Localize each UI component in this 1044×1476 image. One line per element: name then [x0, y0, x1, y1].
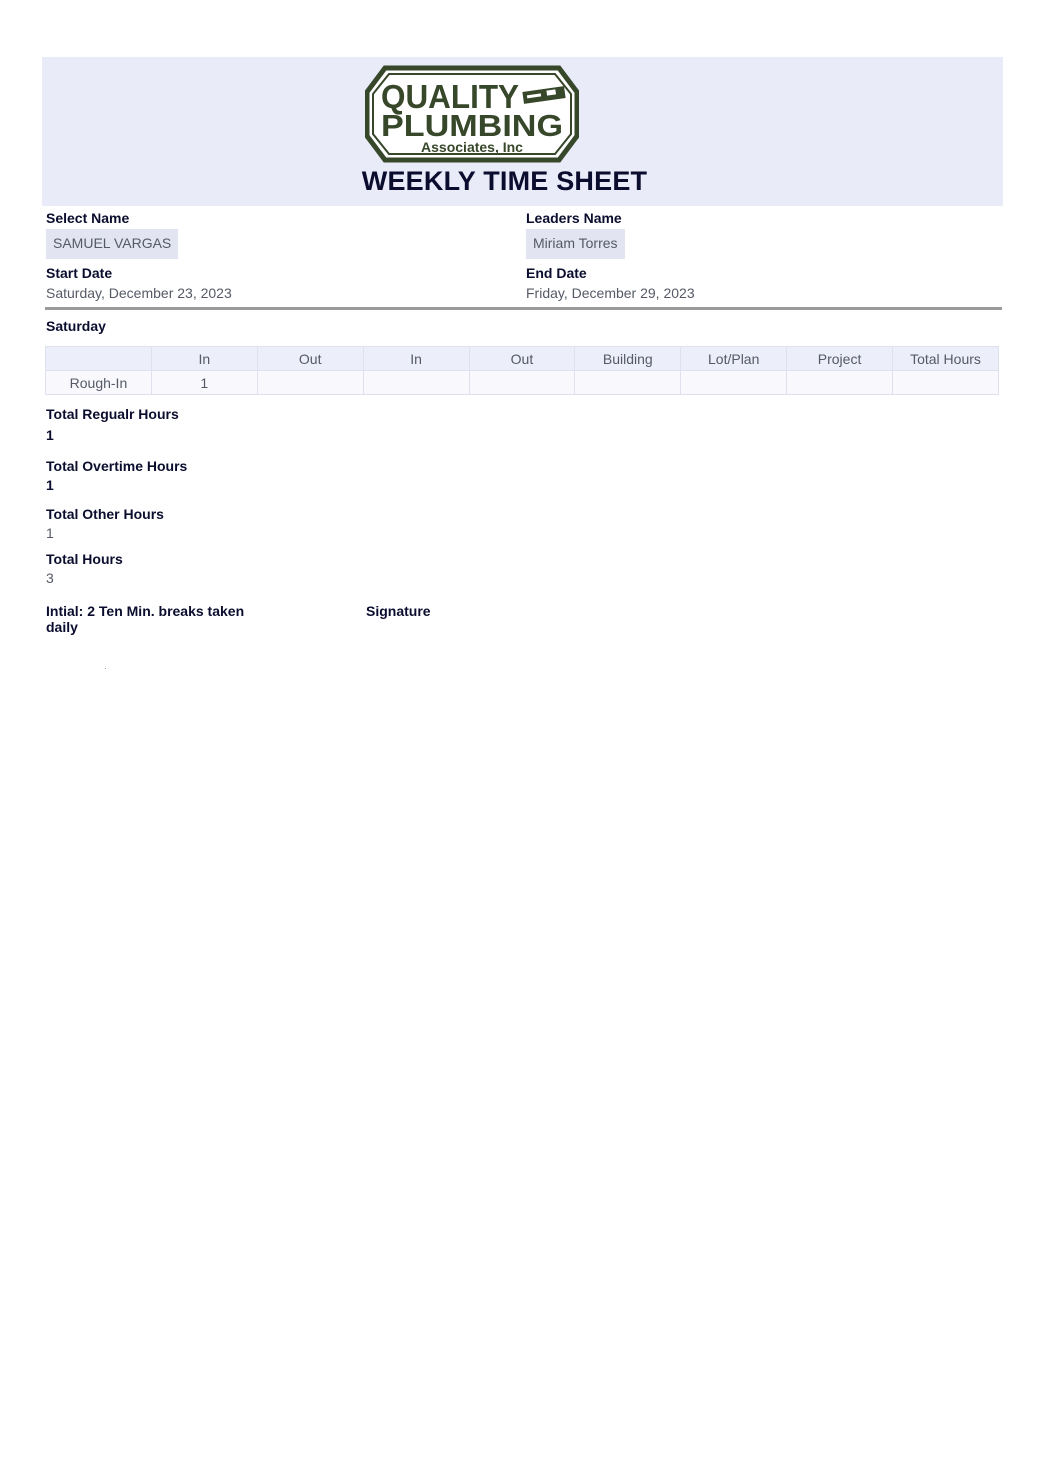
table-cell: Rough-In	[46, 371, 152, 395]
hours-table	[45, 346, 999, 395]
table-cell	[787, 371, 893, 395]
svg-text:QUALITY: QUALITY	[381, 78, 519, 115]
leaders-name-label: Leaders Name	[526, 210, 622, 226]
header-banner	[42, 57, 1003, 206]
column-header: Project	[787, 347, 893, 371]
table-cell: 1	[151, 371, 257, 395]
end-date-label: End Date	[526, 265, 587, 281]
table-row	[46, 371, 999, 395]
total-regular-hours-label: Total Regualr Hours	[46, 406, 179, 422]
section-divider	[45, 307, 1002, 310]
select-name-label: Select Name	[46, 210, 130, 226]
total-hours-value: 3	[46, 570, 54, 586]
total-hours-label: Total Hours	[46, 551, 123, 567]
end-date-value: Friday, December 29, 2023	[526, 285, 695, 301]
company-logo	[365, 62, 579, 166]
total-overtime-hours-value: 1	[46, 477, 54, 493]
day-heading: Saturday	[46, 318, 106, 334]
table-cell	[575, 371, 681, 395]
column-header: Lot/Plan	[681, 347, 787, 371]
total-other-hours-value: 1	[46, 525, 54, 541]
column-header: In	[363, 347, 469, 371]
table-cell	[893, 371, 999, 395]
svg-text:PLUMBING: PLUMBING	[381, 108, 563, 143]
svg-text:Associates, Inc: Associates, Inc	[421, 139, 523, 155]
table-header-row	[46, 347, 999, 371]
signature-label: Signature	[366, 603, 431, 619]
total-other-hours-label: Total Other Hours	[46, 506, 164, 522]
select-name-field[interactable]: SAMUEL VARGAS	[46, 229, 178, 259]
table-cell	[363, 371, 469, 395]
column-header	[46, 347, 152, 371]
column-header: In	[151, 347, 257, 371]
column-header: Out	[469, 347, 575, 371]
column-header: Total Hours	[893, 347, 999, 371]
total-regular-hours-value: 1	[46, 427, 54, 443]
start-date-label: Start Date	[46, 265, 113, 281]
total-overtime-hours-label: Total Overtime Hours	[46, 458, 188, 474]
signature-mark	[105, 668, 106, 669]
column-header: Out	[257, 347, 363, 371]
page-title: WEEKLY TIME SHEET	[361, 166, 648, 196]
column-header: Building	[575, 347, 681, 371]
table-cell	[257, 371, 363, 395]
initial-breaks-label: Intial: 2 Ten Min. breaks taken daily	[46, 603, 245, 635]
leaders-name-field[interactable]: Miriam Torres	[526, 229, 625, 259]
start-date-value: Saturday, December 23, 2023	[46, 285, 232, 301]
table-cell	[681, 371, 787, 395]
table-cell	[469, 371, 575, 395]
